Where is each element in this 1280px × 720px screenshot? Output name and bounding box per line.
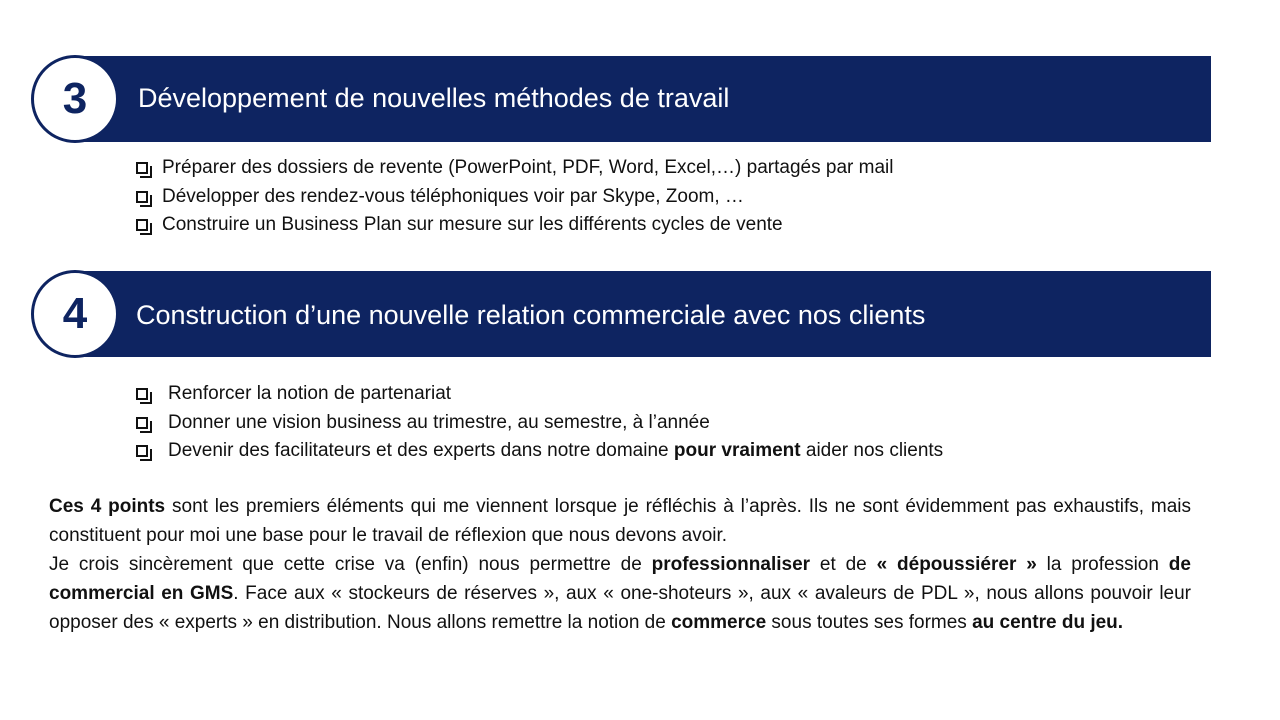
section-4-number: 4 <box>62 289 88 338</box>
checkbox-bullet-icon <box>136 388 148 400</box>
bullet-text-part: Devenir des facilitateurs et des experts dans notre domaine <box>168 440 674 462</box>
conclusion-text: la profession <box>1036 554 1169 575</box>
list-item <box>136 409 943 438</box>
conclusion-emphasis: au centre du jeu. <box>972 612 1124 633</box>
list-item-text: Construire un Business Plan sur mesure sur les différents cycles de vente <box>162 214 783 236</box>
section-3-title: Développement de nouvelles méthodes de travail <box>138 83 730 113</box>
conclusion-paragraph-1 <box>49 492 1191 550</box>
list-item <box>136 211 893 240</box>
section-4-number-badge <box>31 270 119 358</box>
list-item-text: Renforcer la notion de partenariat <box>168 383 452 405</box>
list-item-text: Préparer des dossiers de revente (PowerPoint, PDF, Word, Excel,…) partagés par mail <box>162 157 894 179</box>
section-4-title: Construction d’une nouvelle relation commerciale avec nos clients <box>136 300 926 330</box>
bullet-text-part: aider nos clients <box>800 440 944 462</box>
section-4-bullet-list <box>136 380 943 466</box>
conclusion-text: . Face aux « stockeurs de réserves », aux « one-shoteurs », aux « avaleurs de PDL », nous allons pouvoir leur opposer des « experts » en distribution. Nous allons remettre la notion de <box>49 583 1192 633</box>
list-item <box>136 380 943 409</box>
checkbox-bullet-icon <box>136 219 148 231</box>
list-item <box>136 154 893 183</box>
section-3-number-badge <box>31 55 119 143</box>
conclusion-emphasis: Ces 4 points <box>49 496 166 517</box>
list-item-text <box>168 440 943 462</box>
list-item-text: Donner une vision business au trimestre, au semestre, à l’année <box>168 411 710 433</box>
list-item-text: Développer des rendez-vous téléphoniques voir par Skype, Zoom, … <box>162 185 744 207</box>
conclusion-emphasis: de commercial en GMS <box>49 554 1191 604</box>
conclusion-emphasis: commerce <box>671 612 767 633</box>
conclusion-text: sous toutes ses formes <box>766 612 973 633</box>
checkbox-bullet-icon <box>136 162 148 174</box>
section-3-bullet-list <box>136 154 893 240</box>
conclusion-emphasis: « dépoussiérer » <box>876 554 1037 575</box>
bullet-emphasis: pour vraiment <box>673 440 801 462</box>
conclusion-emphasis: professionnaliser <box>651 554 811 575</box>
list-item <box>136 183 893 212</box>
checkbox-bullet-icon <box>136 191 148 203</box>
checkbox-bullet-icon <box>136 445 148 457</box>
conclusion-paragraph-2 <box>49 550 1191 637</box>
section-3-number: 3 <box>62 74 88 123</box>
conclusion-text: et de <box>810 554 877 575</box>
list-item <box>136 437 943 466</box>
conclusion-text: Je crois sincèrement que cette crise va (enfin) nous permettre de <box>49 554 652 575</box>
checkbox-bullet-icon <box>136 417 148 429</box>
conclusion-text: sont les premiers éléments qui me viennent lorsque je réfléchis à l’après. Ils ne sont évidemment pas exhaustifs, mais constituent pour moi une base pour le travail de réflexion que nous devons avoir. <box>49 496 1191 546</box>
